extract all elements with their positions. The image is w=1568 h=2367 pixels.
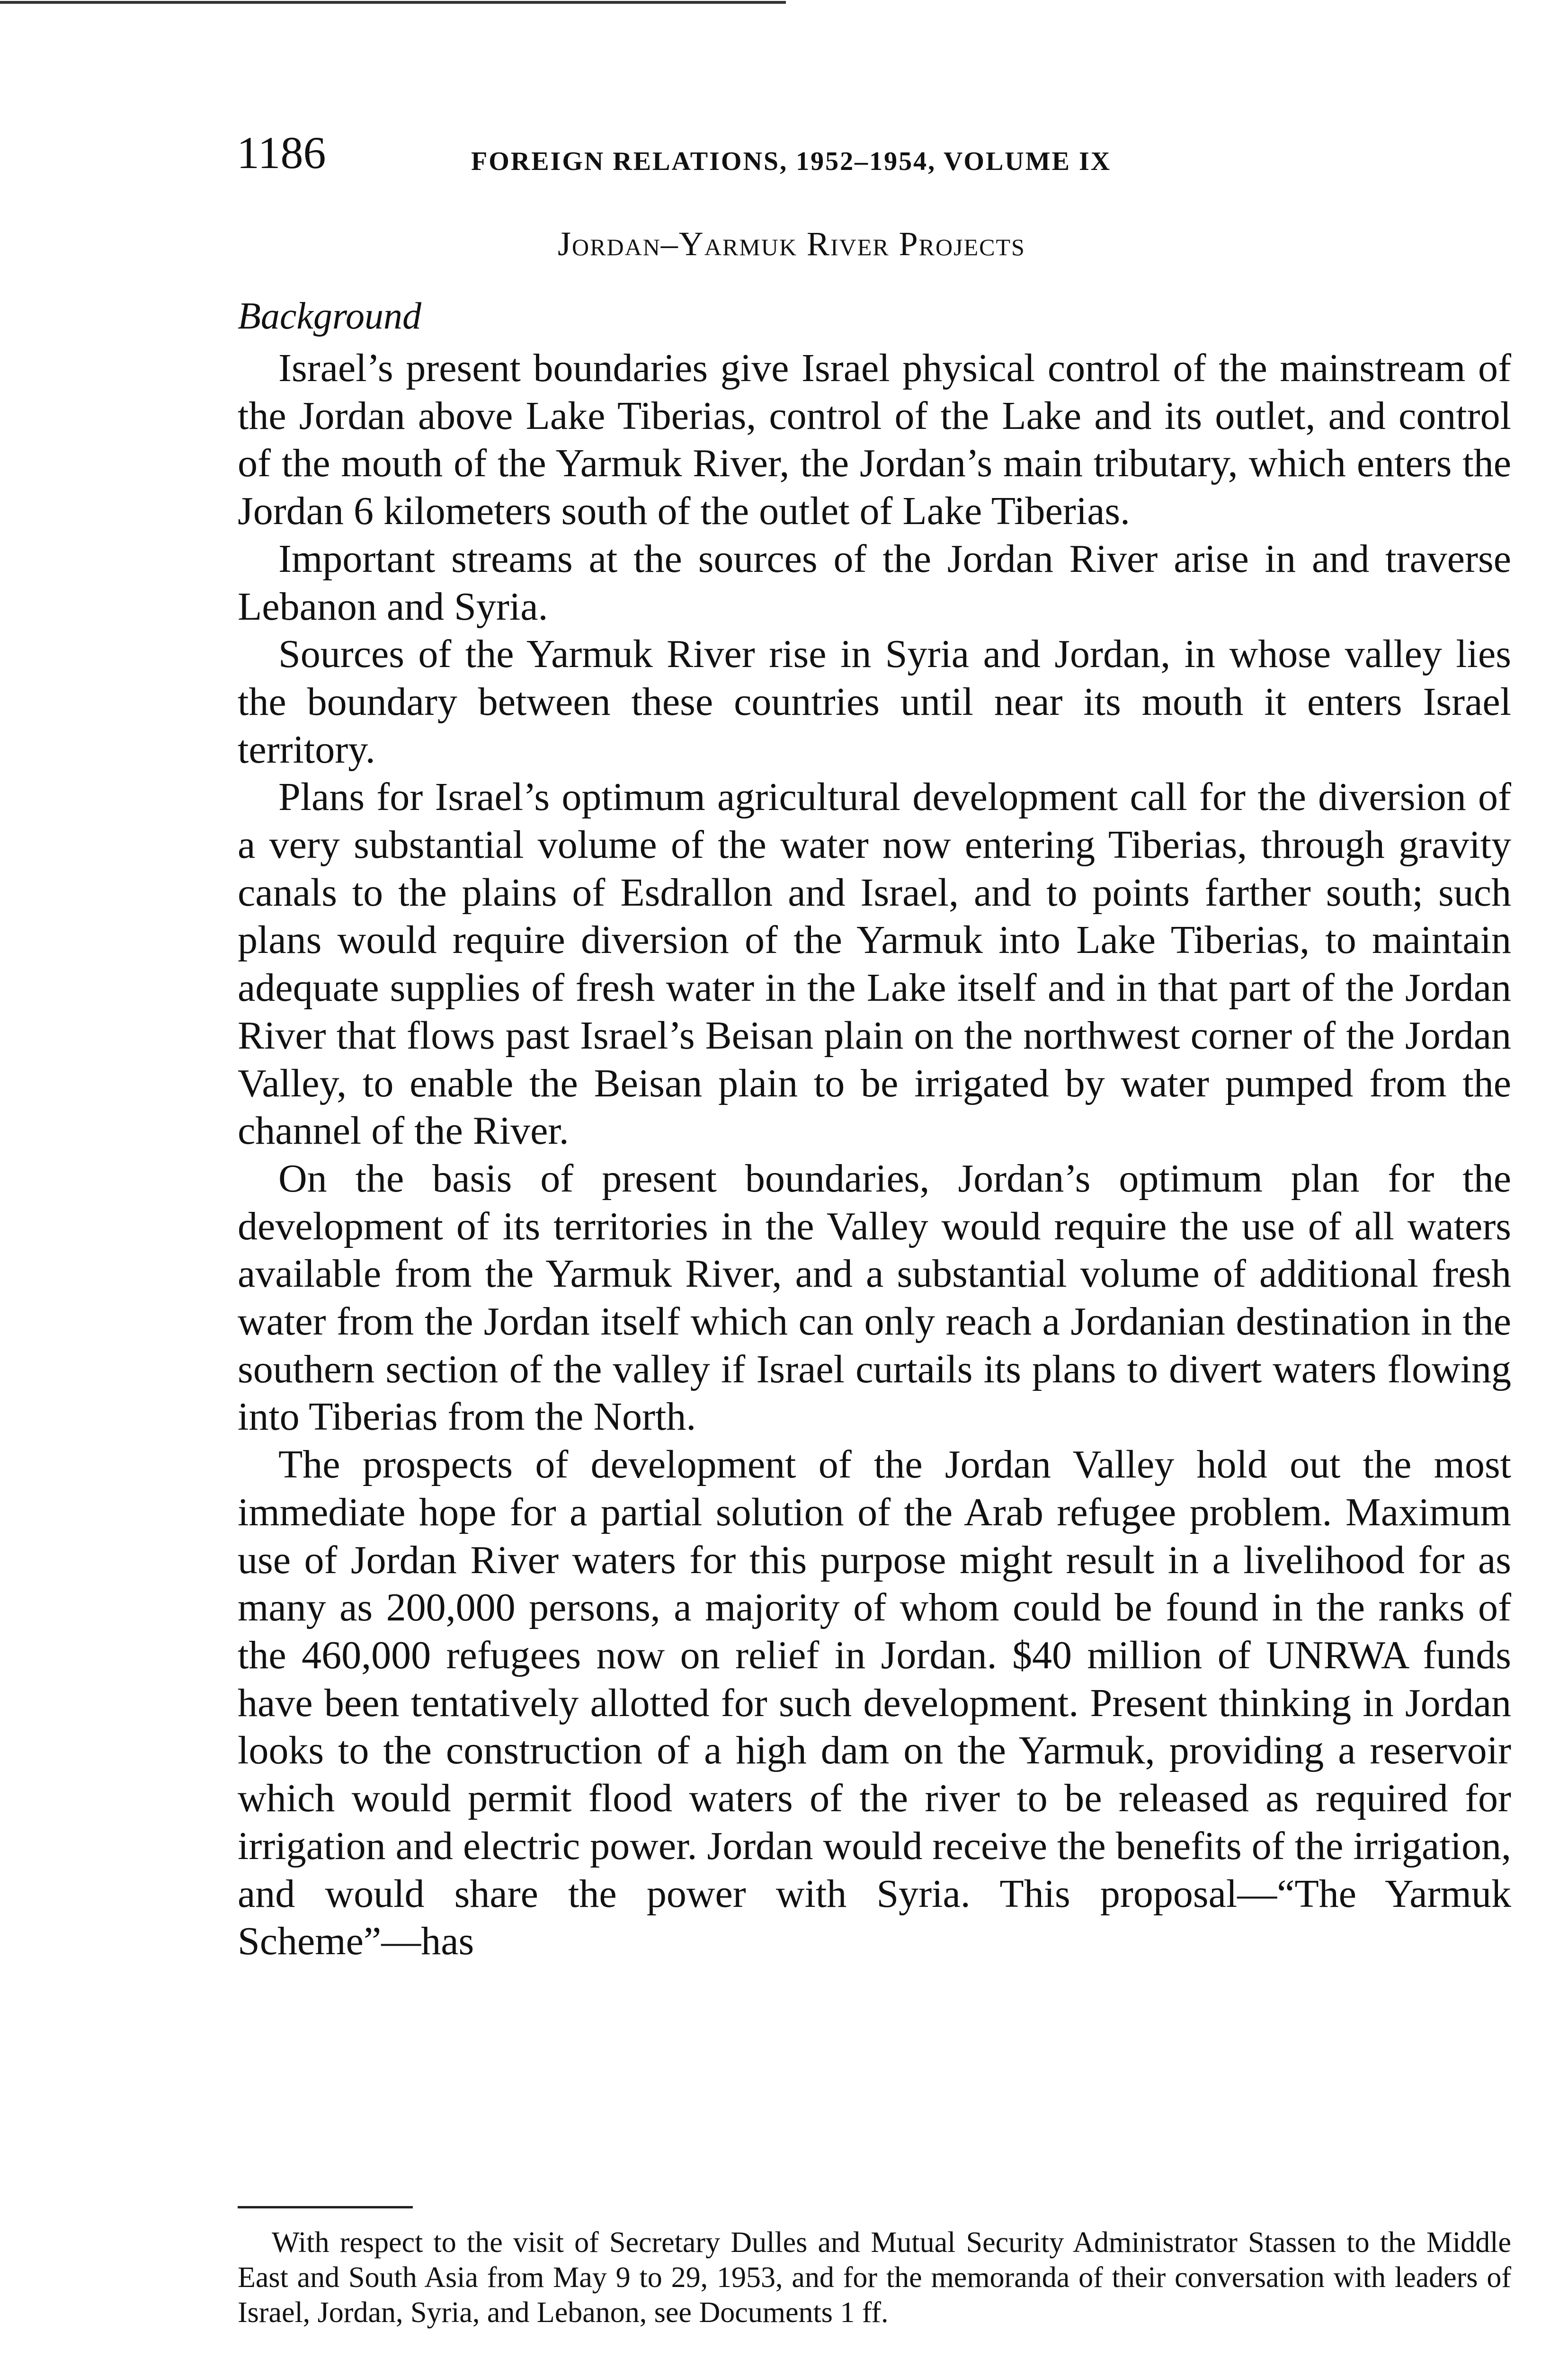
running-head: FOREIGN RELATIONS, 1952–1954, VOLUME IX: [471, 147, 1112, 176]
paragraph-6: The prospects of development of the Jordan Valley hold out the most immediate hope for a partial solution of the Arab refugee problem. Maximum use of Jordan River waters for this purpose might result in a livelihood for as many as 200,000 persons, a majority of whom could be found in the ranks of the 460,000 refugees now on relief in Jordan. $40 million of UNRWA funds have been tentatively allotted for such development. Present thinking in Jordan looks to the construction of a high dam on the Yarmuk, providing a reservoir which would permit flood waters of the river to be released as required for irrigation and electric power. Jordan would receive the benefits of the irrigation, and would share the power with Syria. This proposal—“The Yarmuk Scheme”—has: [238, 1442, 1511, 1964]
paragraph-5: On the basis of present boundaries, Jordan’s optimum plan for the development of its territories in the Valley would require the use of all waters available from the Yarmuk River, and a substantial volume of additional fresh water from the Jordan itself which can only reach a Jordanian destination in the southern section of the valley if Israel curtails its plans to divert waters flowing into Tiberias from the North.: [238, 1156, 1511, 1439]
paragraph-2: Important streams at the sources of the Jordan River arise in and traverse Lebanon and Syria.: [238, 536, 1511, 629]
paragraph-1: Israel’s present boundaries give Israel physical control of the mainstream of the Jordan above Lake Tiberias, control of the Lake and its outlet, and control of the mouth of the Yarmuk River, the Jordan’s main tributary, which enters the Jordan 6 kilometers south of the outlet of Lake Tiberias.: [238, 346, 1511, 534]
footnote-divider: [238, 2206, 413, 2208]
page-number: 1186: [237, 127, 326, 178]
paragraph-3: Sources of the Yarmuk River rise in Syria and Jordan, in whose valley lies the boundary between these countries until near its mouth it enters Israel territory.: [238, 632, 1511, 772]
body-text: [238, 345, 1511, 1966]
paragraph-4: Plans for Israel’s optimum agricultural development call for the diversion of a very substantial volume of the water now entering Tiberias, through gravity canals to the plains of Esdrallon and Israel, and to points farther south; such plans would require diversion of the Yarmuk into Lake Tiberias, to maintain adequate supplies of fresh water in the Lake itself and in that part of the Jordan River that flows past Israel’s Beisan plain on the northwest corner of the Jordan Valley, to enable the Beisan plain to be irrigated by water pumped from the channel of the River.: [238, 775, 1511, 1153]
top-edge-rule: [0, 1, 786, 4]
footnote: With respect to the visit of Secretary Dulles and Mutual Security Administrator Stassen to the Middle East and South Asia from May 9 to 29, 1953, and for the memoranda of their conversation with leaders of Israel, Jordan, Syria, and Lebanon, see Documents 1 ff.: [238, 2226, 1511, 2329]
section-heading: Background: [238, 295, 422, 337]
document-title: Jordan–Yarmuk River Projects: [558, 225, 1025, 263]
